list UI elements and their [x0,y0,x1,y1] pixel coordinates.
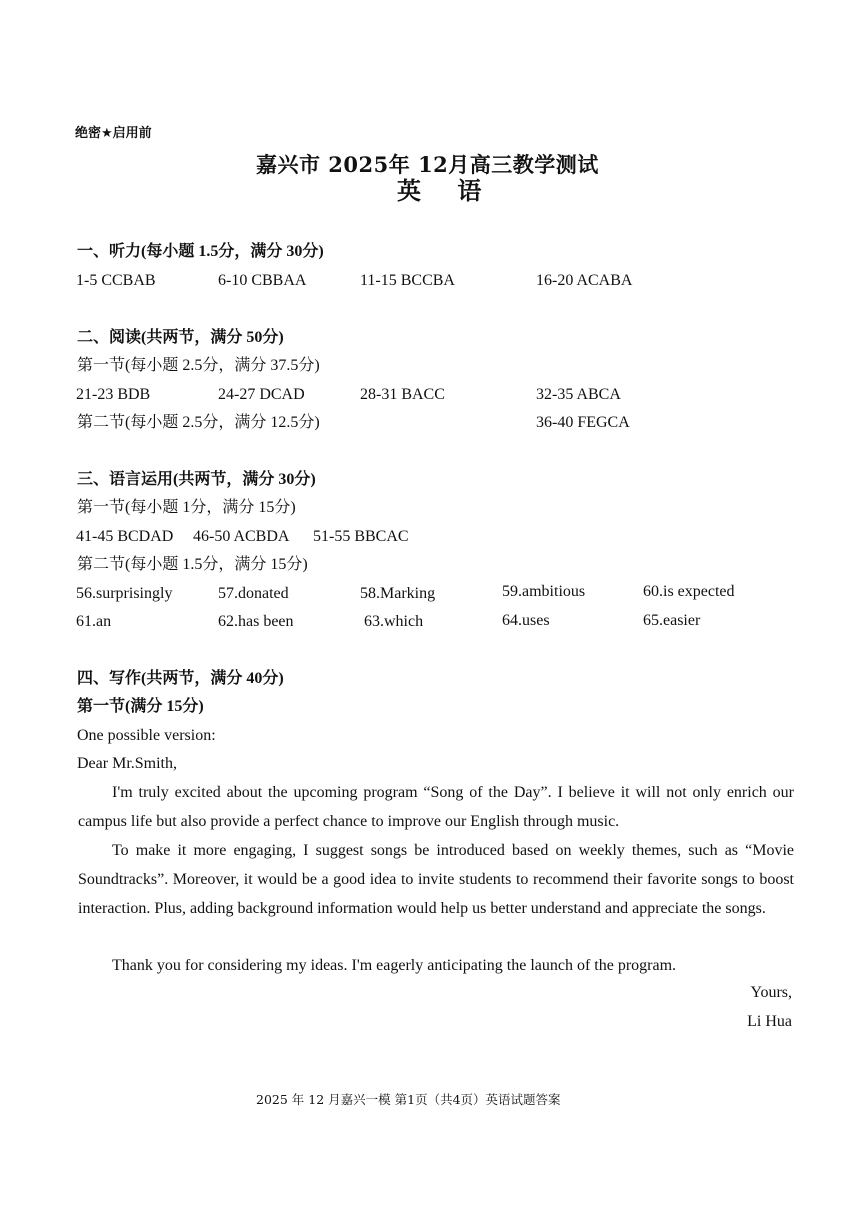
answer-group: 16-20 ACABA [536,272,633,289]
cloze-answer: 60.is expected [643,583,735,600]
letter-paragraph: Thank you for considering my ideas. I'm eagerly anticipating the launch of the program. [112,957,677,974]
cloze-answer: 58.Marking [360,585,436,602]
answer-group: 46-50 ACBDA [193,528,290,545]
page-title: 嘉兴市 2025年 12月高三教学测试 [256,152,599,177]
cloze-answer: 65.easier [643,612,701,629]
listening-heading: 一、听力(每小题 1.5分，满分 30分) [77,243,324,260]
writing-heading: 四、写作(共两节，满分 40分) [77,670,284,687]
letter-greeting: Dear Mr.Smith, [77,755,177,772]
answer-group: 11-15 BCCBA [360,272,455,289]
answer-group: 21-23 BDB [76,386,151,403]
letter-closing: Yours, [750,984,792,1001]
language-part2-heading: 第二节(每小题 1.5分，满分 15分) [77,556,308,573]
answer-group: 28-31 BACC [360,386,445,403]
reading-part2-heading: 第二节(每小题 2.5分，满分 12.5分) [77,414,320,431]
answer-group: 36-40 FEGCA [536,414,630,431]
answer-group: 32-35 ABCA [536,386,621,403]
cloze-answer: 64.uses [502,612,550,629]
answer-group: 1-5 CCBAB [76,272,156,289]
reading-heading: 二、阅读(共两节，满分 50分) [77,329,284,346]
letter-paragraph: To make it more engaging, I suggest songs be introduced based on weekly themes, such as “Movie Soundtracks”. Moreover, it would be a good idea to invite students to recommend their favorite songs to boost interaction. Plus, adding background information would help us better understand and appreciate the songs. [78,842,794,917]
language-part1-heading: 第一节(每小题 1分，满分 15分) [77,499,296,516]
writing-part1-heading: 第一节(满分 15分) [77,698,204,715]
letter-signature: Li Hua [747,1013,792,1030]
cloze-answer: 59.ambitious [502,583,586,600]
confidential-label: 绝密★启用前 [75,126,152,141]
answer-group: 24-27 DCAD [218,386,305,403]
answer-group: 41-45 BCDAD [76,528,174,545]
cloze-answer: 63.which [364,613,424,630]
cloze-answer: 61.an [76,613,112,630]
letter-paragraph: I'm truly excited about the upcoming program “Song of the Day”. I believe it will not only enrich our campus life but also provide a perfect chance to improve our English through music. [78,784,794,830]
cloze-answer: 62.has been [218,613,294,630]
answer-group: 6-10 CBBAA [218,272,307,289]
cloze-answer: 57.donated [218,585,289,602]
cloze-answer: 56.surprisingly [76,585,173,602]
page-footer: 2025 年 12 月嘉兴一模 第1页（共4页）英语试题答案 [256,1092,561,1107]
language-heading: 三、语言运用(共两节，满分 30分) [77,471,316,488]
sample-intro: One possible version: [77,727,216,744]
subject-title: 英 语 [397,176,496,205]
answer-group: 51-55 BBCAC [313,528,409,545]
reading-part1-heading: 第一节(每小题 2.5分，满分 37.5分) [77,357,320,374]
